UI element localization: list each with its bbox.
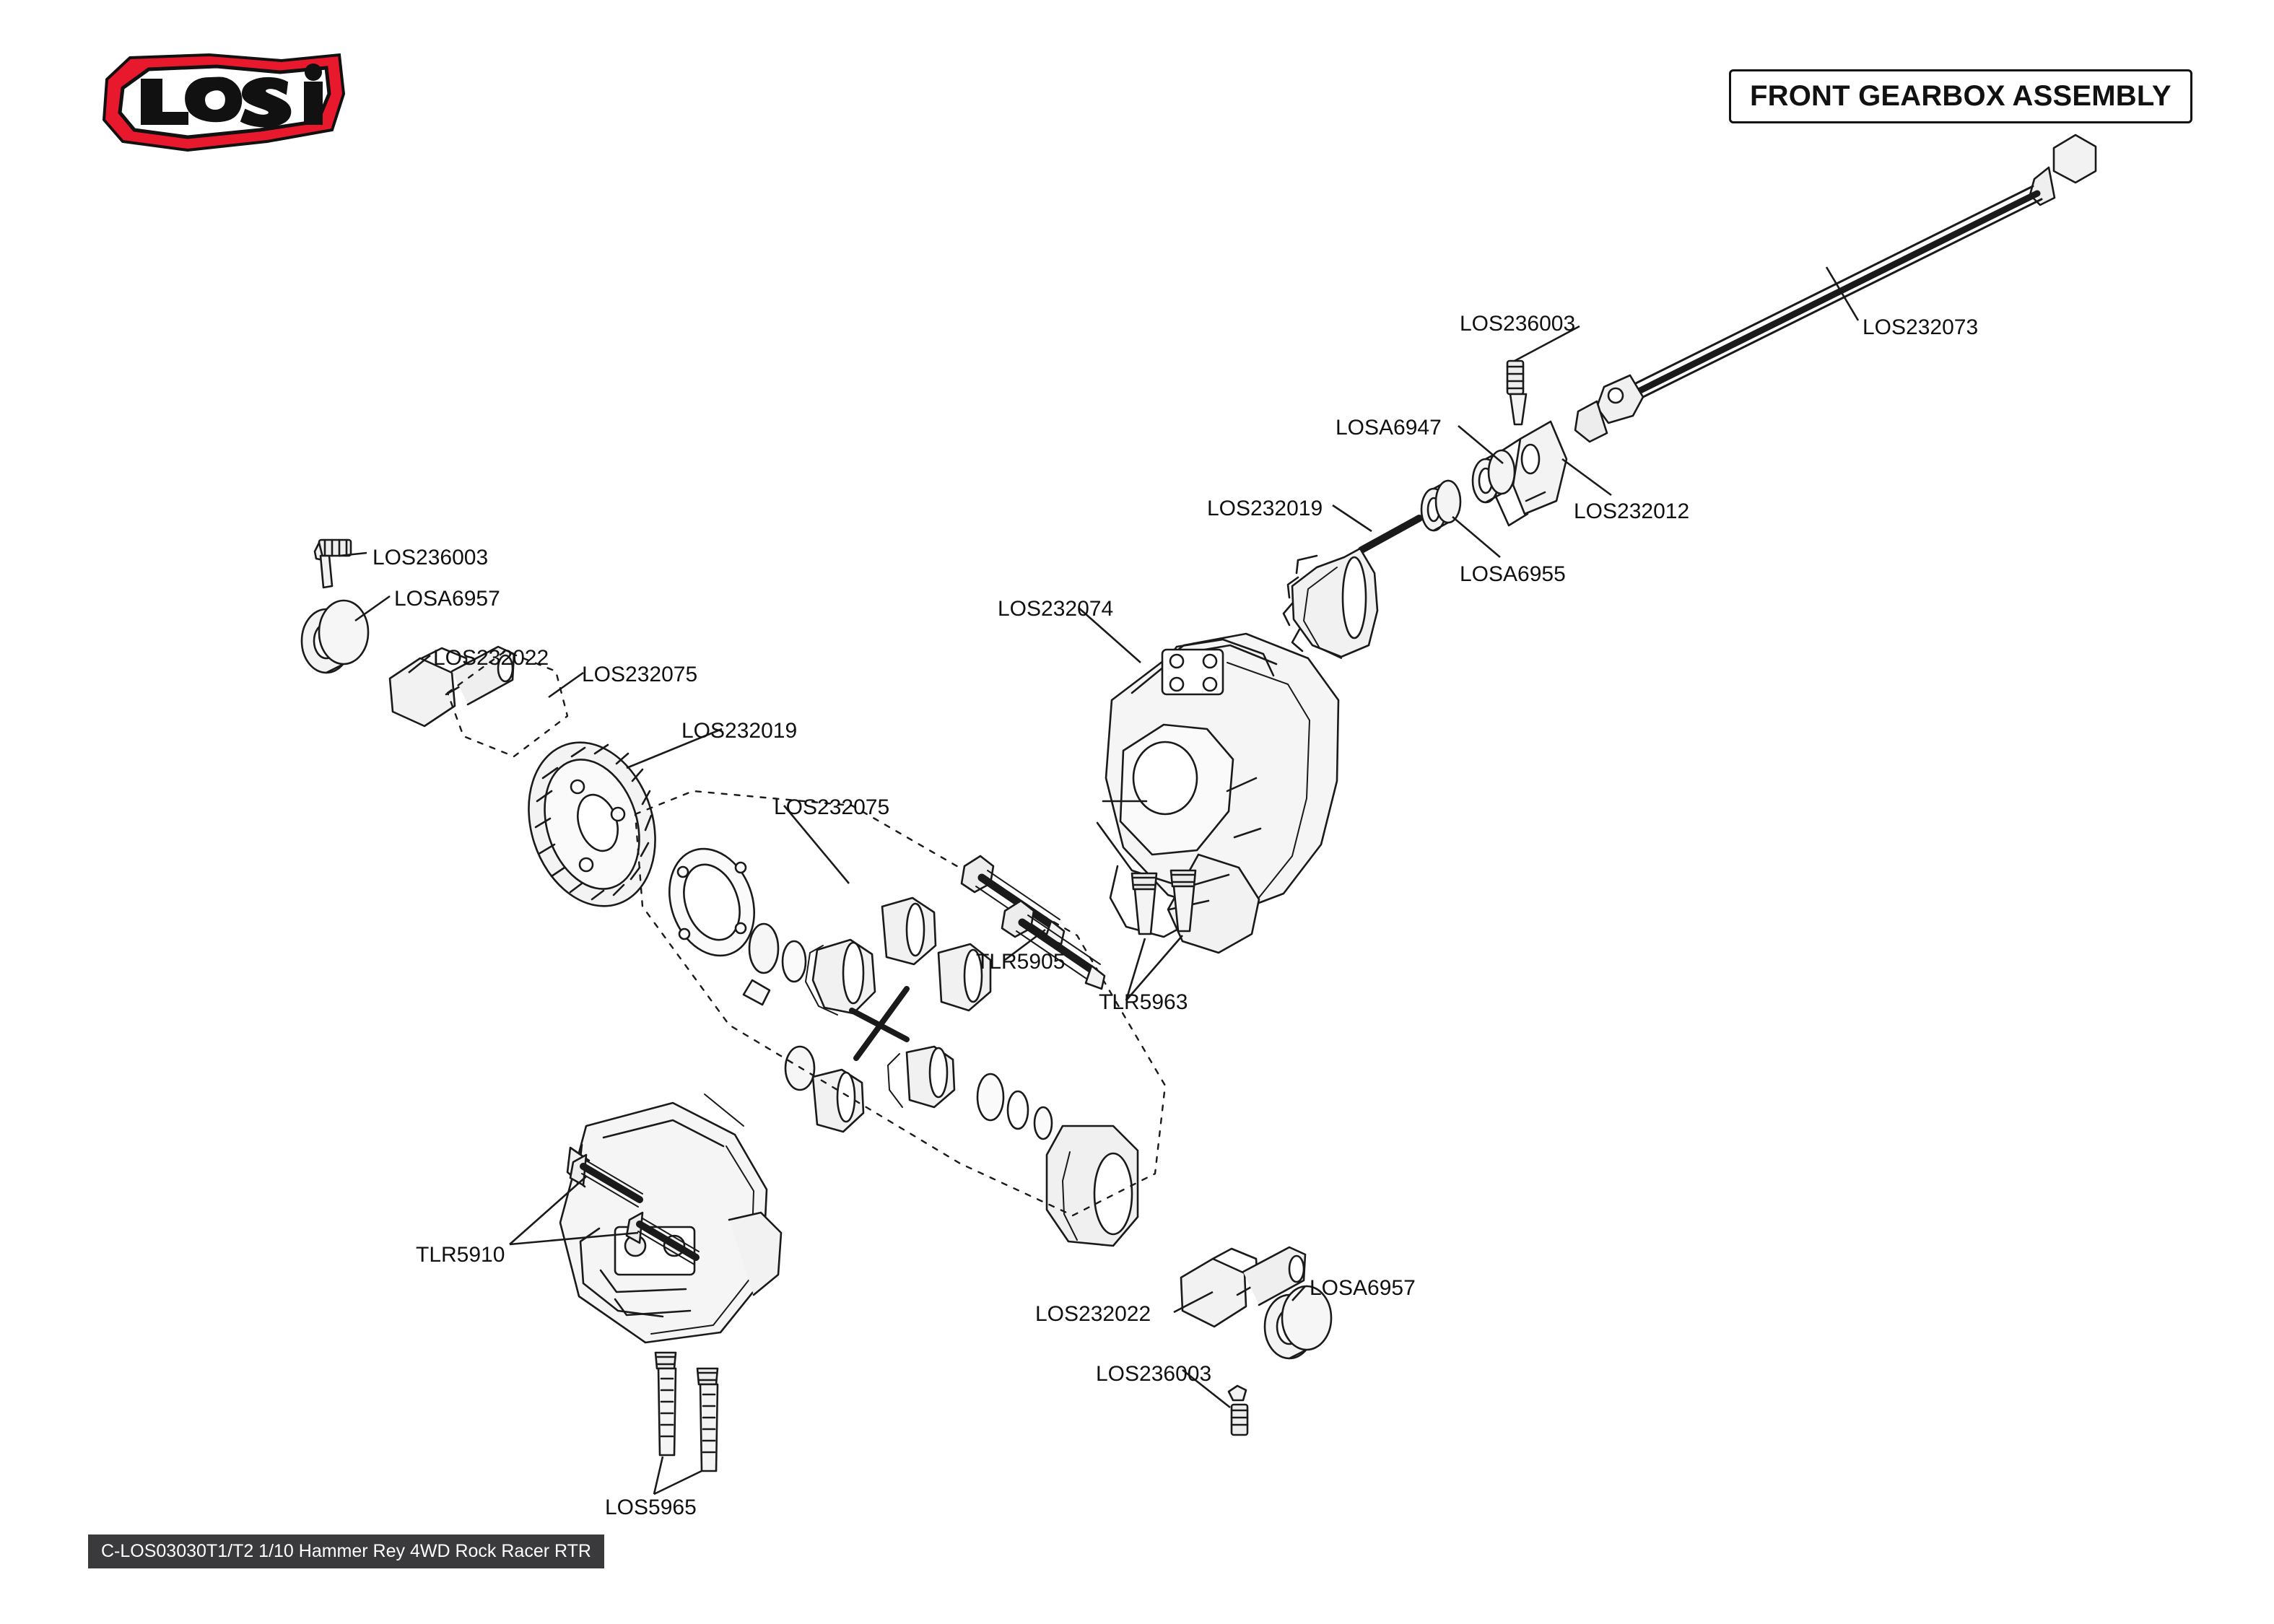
- callout-los232012: LOS232012: [1574, 499, 1690, 523]
- callout-los232022-left: LOS232022: [433, 646, 549, 670]
- callout-los232019-top: LOS232019: [1207, 497, 1323, 520]
- page-title-text: FRONT GEARBOX ASSEMBLY: [1750, 80, 2171, 112]
- callout-los5965: LOS5965: [605, 1496, 697, 1519]
- callout-losa6955: LOSA6955: [1460, 562, 1566, 586]
- callout-los232074: LOS232074: [998, 597, 1114, 621]
- callout-los236003-bot: LOS236003: [1096, 1362, 1212, 1386]
- callout-tlr5910: TLR5910: [416, 1243, 505, 1267]
- callout-tlr5905: TLR5905: [976, 950, 1066, 974]
- callout-los232022-bot: LOS232022: [1035, 1302, 1151, 1326]
- footer-caption: [88, 1534, 604, 1568]
- callout-los236003-left: LOS236003: [373, 546, 489, 569]
- callout-los236003-top: LOS236003: [1460, 312, 1576, 336]
- callout-tlr5963: TLR5963: [1099, 990, 1188, 1014]
- callout-los232075-low: LOS232075: [774, 795, 890, 819]
- callout-los232073: LOS232073: [1863, 315, 1979, 339]
- callout-losa6947: LOSA6947: [1336, 416, 1442, 440]
- callout-los232019-main: LOS232019: [681, 719, 798, 743]
- callout-losa6957-bot: LOSA6957: [1310, 1276, 1416, 1300]
- callout-losa6957-left: LOSA6957: [394, 587, 500, 611]
- callout-los232075-top: LOS232075: [582, 663, 698, 686]
- footer-caption-text: C-LOS03030T1/T2 1/10 Hammer Rey 4WD Rock Racer RTR: [101, 1541, 591, 1561]
